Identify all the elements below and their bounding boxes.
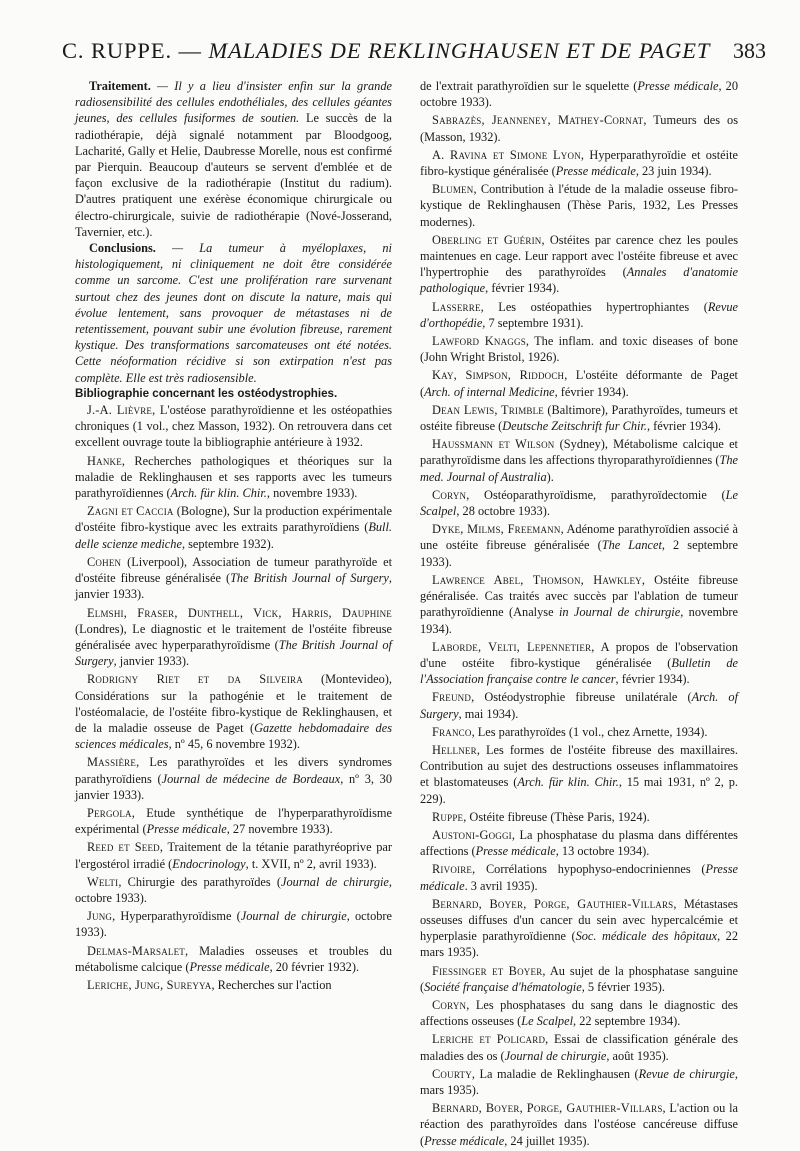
entry-author: Bernard, Boyer, Porge, Gauthier-Villars [432,1101,663,1116]
entry-text: , Ostéite fibreuse (Thèse Paris, 1924). [463,809,650,824]
entry-source: in Journal de chirurgie [558,605,681,620]
entry-details: , août 1935). [606,1048,669,1063]
entry-details: , 22 mars 1935). [420,929,739,960]
entry-details: , septembre 1932). [181,536,274,551]
entry-details: , 15 mai 1931, nº 2, p. 229). [420,775,738,806]
entry-source: Société française d'hématologie [424,979,582,994]
bibliography-entry [75,754,392,803]
bibliography-entry [420,112,738,144]
bibliography-entry [420,402,738,434]
entry-author: Sabrazès, Jeanneney, Mathey-Cornat [432,113,644,128]
bibliography-entry [420,896,738,961]
entry-details: , 23 juin 1934). [635,164,712,179]
entry-text: , A propos de l'observation d'une ostéite fibro-kystique généralisée ( [420,639,738,670]
entry-source: Revue de chirurgie [638,1066,735,1081]
entry-text: , Corrélations hypophyso-endocriniennes ( [472,862,706,877]
entry-source: Arch. of Surgery [420,690,738,721]
entry-details: , nº 3, 30 janvier 1933). [75,771,392,802]
entry-author: Rodrigny Riet et da Silveira [87,672,303,687]
entry-author: Coryn [432,487,467,502]
entry-details: , octobre 1933). [75,874,392,905]
entry-author: Reed et Seed [87,840,160,855]
entry-text: , Maladies osseuses et troubles du métabolisme calcique ( [75,943,392,974]
entry-author: Ruppe [432,809,464,824]
entry-text: , L'ostéite déformante de Paget ( [420,368,738,399]
entry-author: Blumen [432,182,474,197]
entry-source: Journal de chirurgie [240,909,347,924]
bibliography-entry [420,963,738,995]
entry-author: Leriche et Policard [432,1032,546,1047]
bibliography-entry [75,503,392,552]
entry-source: Arch. of internal Medicine [424,384,555,399]
entry-text: , Chirurgie des parathyroïdes ( [118,874,281,889]
bibliography-entry [420,724,738,740]
bibliography-entry [420,436,738,485]
entry-text: , Les parathyroïdes et les divers syndromes parathyroïdiens ( [75,755,392,786]
entry-source: Le Scalpel [420,487,738,519]
entry-details: , t. XVII, nº 2, avril 1933). [245,856,377,871]
entry-details: , 5 février 1935). [581,979,666,994]
entry-source: Presse médicale [475,844,556,859]
bibliography-entry [420,689,738,721]
bibliography-entry [420,299,738,331]
entry-author: Hellner [432,742,477,757]
entry-details: , octobre 1933). [75,909,393,940]
entry-text: , Hyperparathyroïdisme ( [112,909,241,924]
bibliography-entry [420,487,738,519]
entry-source: The British Journal of Surgery [230,571,389,586]
entry-source: Endocrinology [172,856,246,871]
entry-text: , Ostéites par carence chez les poules maintenues en cage. Leur rapport avec l'ostéite fibreuse et avec l'hypertrophie des parathyroïdes ( [420,232,738,280]
entry-author: Freund [432,690,472,705]
bibliography-entry [420,827,738,859]
entry-author: Lawford Knaggs [432,334,526,349]
bibliography-entry [75,874,392,906]
entry-details: , 28 octobre 1933). [456,504,550,519]
entry-source: The British Journal of Surgery [75,637,392,669]
bibliography-entry [420,333,738,365]
entry-text: (Baltimore), Parathyroïdes, tumeurs et ostéite fibreuse ( [420,402,738,434]
bibliography-entry [420,809,738,825]
treatment-label: Traitement. [89,79,151,93]
bibliography-entry [420,1100,738,1149]
treatment-paragraph [75,78,392,240]
entry-text: , Traitement de la tétanie parathyréoprive par l'ergostérol irradié ( [75,840,393,871]
right-column [420,78,738,1151]
bibliography-entry [420,639,738,688]
entry-author: Elmshi, Fraser, Dunthell, Vick, Harris, Dauphine [87,605,392,620]
entry-details: , 13 octobre 1934). [555,844,650,859]
entry-source: Annales d'anatomie pathologique [420,265,738,296]
running-header [62,38,772,74]
entry-author: Laborde, Velti, Lepennetier [432,639,592,654]
entry-text: , Les ostéopathies hypertrophiantes ( [480,299,708,314]
bibliography-list-right [420,78,738,1149]
entry-details: , mai 1934). [458,706,519,721]
entry-source: The med. Journal of Australia [420,453,738,484]
entry-text: (Bologne), Sur la production expérimentale d'ostéite fibro-kystique avec les extraits parathyroïdiens ( [75,504,392,535]
entry-text: , Ostéoparathyroïdisme, parathyroïdectomie ( [466,487,726,502]
entry-text: , Recherches pathologiques et théoriques sur la maladie de Reklinghausen et ses rapports avec les tumeurs parathyroïdiennes ( [75,453,392,501]
entry-author: Pergola [87,805,132,820]
entry-text: , Ostéodystrophie fibreuse unilatérale ( [471,690,692,705]
entry-text: , Etude synthétique de l'hyperparathyroïdisme expérimental ( [75,805,392,837]
entry-text: , Les phosphatases du sang dans le diagnostic des affections osseuses ( [420,997,738,1029]
entry-author: Courty [432,1066,472,1081]
entry-text: (Montevideo), Considérations sur la pathogénie et le traitement de l'ostéomalacie, de l'ostéite fibro-kystique de Reklinghausen, et de la maladie osseuse de Paget ( [75,672,392,735]
running-title-author: C. RUPPE. — [62,38,209,63]
entry-author: Lasserre [432,299,481,314]
treatment-body: Le succès de la radiothérapie, déjà signalé notamment par Bloodgoog, Lacharité, Gally et Helie, Daubresse Morelle, nous est confirmé par Pierquin. Beaucoup d'auteurs se servent d'emblée et de façon exclusive de la radiothérapie (Institut du radium). D'autres pratiquent une exérèse économique chirurgicale ou électro-chirurgicale, suivie de radiothérapie (Nové-Josserand, Tavernier, etc.). [75,111,392,239]
entry-details: , 20 octobre 1933). [420,79,739,110]
entry-source: Deutsche Zeitschrift fur Chir. [502,419,647,434]
entry-details: , 2 septembre 1933). [420,538,739,569]
entry-text: , Hyperparathyroïdie et ostéite fibro-kystique généralisée ( [420,147,738,179]
entry-text: , Tumeurs des os (Masson, 1932). [420,113,738,144]
bibliography-list-left [75,402,392,993]
entry-text: , The inflam. and toxic diseases of bone (John Wright Bristol, 1926). [420,334,738,365]
entry-author: Rivoire [432,862,473,877]
entry-author: Leriche, Jung, Sureyya [87,977,212,992]
treatment-section [75,78,392,386]
entry-author: Delmas-Marsalet [87,943,186,958]
entry-text: , Les parathyroïdes (1 vol., chez Arnette, 1934). [471,724,708,739]
entry-source: Arch. für klin. Chir. [170,486,267,501]
entry-details: , février 1934). [485,281,560,296]
entry-source: Revue d'orthopédie [420,299,738,330]
entry-text: , Contribution à l'étude de la maladie osseuse fibro-kystique de Reklinghausen (Thèse Paris, 1932, Les Presses modernes). [420,182,738,229]
entry-author: Coryn [432,997,467,1012]
entry-details: , février 1934). [554,384,629,399]
bibliography-entry [75,554,392,603]
treatment-emphasis: — Il y a lieu d'insister enfin sur la grande radiosensibilité des cellules endothéliales, des cellules géantes jeunes, des cellules fusiformes de soutien. [75,79,392,126]
conclusions-paragraph [75,240,392,386]
entry-author: Dean Lewis, Trimble [432,402,544,417]
bibliography-entry [420,181,738,230]
conclusions-label: Conclusions. [89,241,156,256]
entry-source: Gazette hebdomadaire des sciences médicales [75,720,392,752]
entry-author: Dyke, Milms, Freemann [432,522,561,537]
entry-author: Lawrence Abel, Thomson, Hawkley [432,572,642,587]
conclusions-body: — La tumeur à myéloplaxes, ni histologiquement, ni cliniquement ne doit être considérée comme un sarcome. C'est une prolifération rare survenant surtout chez des jeunes dont on discute la nature, mais qui évolue lentement, sans provoquer de métastases ni de retentissement, pouvant subir une évolution fibreuse, rarement kystique. Des transformations sarcomateuses ont été notées. Cette néoformation récidive si son extirpation n'est pas complète. Elle est très radiosensible. [75,241,392,385]
entry-details: , 24 juillet 1935). [504,1133,590,1148]
entry-author: Kay, Simpson, Riddoch [432,368,565,383]
entry-author: Hanke [87,453,122,468]
bibliography-heading: Bibliographie concernant les ostéodystrophies. [75,386,338,400]
bibliography-entry [75,805,392,837]
entry-author: Welti [87,874,119,889]
entry-details: , février 1934). [646,419,722,434]
entry-author: Oberling et Guérin [432,232,542,247]
entry-source: Presse médicale [146,822,227,837]
entry-text: de l'extrait parathyroïdien sur le squelette ( [420,79,638,93]
entry-details: , mars 1935). [420,1066,739,1097]
bibliography-entry [75,671,392,752]
entry-source: Arch. für klin. Chir. [517,775,619,790]
bibliography-entry [420,742,738,807]
bibliography-entry [420,521,738,570]
entry-details: , novembre 1934). [420,605,739,636]
entry-text: , L'action ou la réaction des parathyroïdes dans l'ostéose cancéreuse diffuse ( [420,1101,738,1148]
page-number: 383 [733,38,766,63]
bibliography-entry [420,147,738,179]
entry-text: , Recherches sur l'action [211,977,332,992]
entry-details: , 20 février 1932). [269,959,360,974]
entry-text: , Ostéite fibreuse généralisée. Cas traités avec succès par l'ablation de tumeur parathyroïdienne (Analyse [420,572,738,620]
entry-author: Bernard, Boyer, Porge, Gauthier-Villars [432,896,674,911]
bibliography-entry [420,1031,738,1063]
entry-text: , Au sujet de la phosphatase sanguine ( [420,963,738,994]
entry-text: , L'ostéose parathyroïdienne et les ostéopathies chroniques (1 vol., chez Masson, 1932). On retrouvera dans cet excellent ouvrage toute la bibliographie antérieure à 1932. [75,403,392,450]
entry-author: Cohen [87,554,122,569]
bibliography-entry [420,367,738,399]
entry-source: Presse médicale [189,959,270,974]
entry-text: (Liverpool), Association de tumeur parathyroïde et d'ostéite fibreuse généralisée ( [75,554,392,586]
entry-source: Soc. médicale des hôpitaux [575,929,718,944]
entry-text: , La phosphatase du plasma dans différentes affections ( [420,827,738,859]
entry-details: , 27 novembre 1933). [226,822,333,837]
entry-author: Haussmann et Wilson [432,437,555,452]
left-column [75,78,392,995]
entry-text: , Essai de classification générale des maladies des os ( [420,1032,738,1063]
entry-text: , La maladie de Reklinghausen ( [471,1066,639,1081]
entry-text: , Métastases osseuses diffuses d'un cancer du sein avec hypercalcémie et hyperplasie parathyroïdienne ( [420,896,738,944]
entry-source: Le Scalpel [521,1014,574,1029]
bibliography-entry [75,453,392,502]
running-title-subject: MALADIES DE REKLINGHAUSEN ET DE PAGET [208,38,711,63]
entry-details: , janvier 1933). [75,571,392,602]
entry-source: Journal de chirurgie [504,1048,607,1063]
entry-details: , nº 45, 6 novembre 1932). [168,737,300,752]
entry-author: Zagni et Caccia [87,504,174,519]
entry-source: Bulletin de l'Association française contre le cancer [420,655,738,687]
entry-author: Fiessinger et Boyer [432,963,543,978]
entry-details: , 7 septembre 1931). [482,315,584,330]
bibliography-entry [75,943,392,975]
entry-source: The Lancet [601,538,662,553]
entry-source: Journal de médecine de Bordeaux [161,771,341,786]
bibliography-entry [420,861,738,893]
entry-source: Presse médicale [637,79,719,93]
bibliography-entry [420,997,738,1029]
bibliography-entry [420,232,738,297]
entry-author: A. Ravina et Simone Lyon [432,147,581,162]
entry-source: Bull. delle scienze mediche [75,520,392,551]
entry-author: J.-A. Lièvre [87,403,153,418]
entry-details: ). [546,469,554,484]
bibliography-entry [420,78,738,110]
entry-author: Austoni-Goggi [432,827,512,842]
entry-author: Franco [432,724,472,739]
bibliography-entry [420,1066,738,1098]
bibliography-entry [75,839,392,871]
entry-source: Presse médicale [555,164,636,179]
entry-details: , février 1934). [615,672,690,687]
bibliography-entry [75,605,392,670]
entry-details: , novembre 1933). [266,486,358,501]
entry-source: Presse médicale [424,1133,505,1148]
entry-details: , janvier 1933). [113,654,190,669]
entry-author: Massière [87,755,137,770]
running-title [62,38,710,64]
entry-text: , Les formes de l'ostéite fibreuse des maxillaires. Contribution au sujet des destructions osseuses inflammatoires et blastomateuses ( [420,742,738,790]
entry-source: Journal de chirurgie [281,874,389,889]
entry-author: Jung [87,909,113,924]
entry-source: Presse médicale [420,862,738,893]
bibliography-entry [75,977,392,993]
bibliography-entry [75,908,392,940]
entry-text: , Adénome parathyroïdien associé à une ostéite fibreuse généralisée ( [420,522,739,553]
entry-details: , 22 septembre 1934). [573,1014,681,1029]
bibliography-entry [75,402,392,451]
entry-text: (Londres), Le diagnostic et le traitement de l'ostéite fibreuse généralisée avec hyperparathyroïdisme ( [75,621,392,652]
bibliography-entry [420,572,738,637]
entry-text: (Sydney), Métabolisme calcique et parathyroïdisme dans les affections thyroparathyroïdiennes ( [420,437,738,468]
entry-details: . 3 avril 1935). [464,878,538,893]
